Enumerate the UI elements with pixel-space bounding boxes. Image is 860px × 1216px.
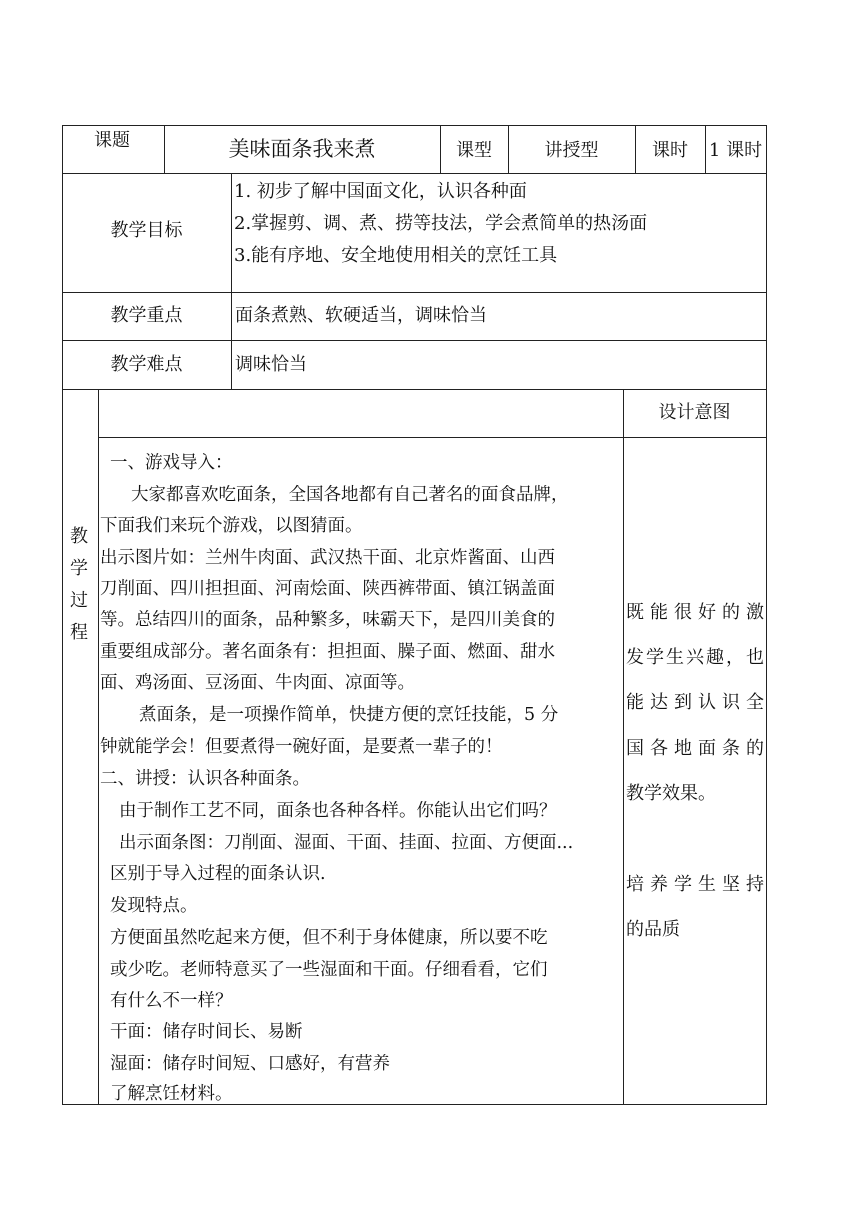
- objectives-label: 教学目标: [110, 219, 183, 241]
- design-intent-line: 发学生兴趣，也: [626, 647, 764, 668]
- objective-item-1: 1. 初步了解中国面文化，认识各种面: [234, 181, 527, 202]
- process-line: 了解烹饪材料。: [110, 1084, 233, 1104]
- process-label-char: 程: [70, 622, 88, 643]
- process-line: 面、鸡汤面、豆汤面、牛肉面、凉面等。: [100, 673, 415, 693]
- process-line: 钟就能学会！但要煮得一碗好面，是要煮一辈子的！: [100, 737, 503, 757]
- period-label: 课时: [652, 140, 688, 162]
- process-label-char: 过: [70, 590, 88, 611]
- type-value: 讲授型: [544, 140, 599, 162]
- objective-item-2: 2.掌握剪、调、煮、捞等技法，学会煮简单的热汤面: [234, 213, 648, 234]
- period-value: 1 课时: [708, 140, 763, 162]
- process-line: 重要组成部分。著名面条有：担担面、臊子面、燃面、甜水: [100, 642, 555, 662]
- key-point-label: 教学重点: [110, 305, 183, 327]
- process-line: 区别于导入过程的面条认识.: [110, 864, 326, 884]
- process-line: 方便面虽然吃起来方便，但不利于身体健康，所以要不吃: [110, 928, 548, 948]
- process-line: 二、讲授：认识各种面条。: [100, 769, 310, 789]
- process-line: 由于制作工艺不同，面条也各种各样。你能认出它们吗？: [119, 801, 557, 821]
- design-intent-line: 培养学生坚持: [626, 874, 764, 895]
- table-rule: [623, 389, 624, 1105]
- process-label-char: 教: [70, 526, 88, 547]
- key-point-value: 面条煮熟、软硬适当，调味恰当: [235, 305, 487, 327]
- process-line: 湿面：储存时间短、口感好，有营养: [110, 1054, 390, 1074]
- process-line: 或少吃。老师特意买了一些湿面和干面。仔细看看，它们: [110, 960, 548, 980]
- design-intent-line: 能达到认识全: [626, 692, 764, 713]
- difficulty-label: 教学难点: [110, 353, 183, 375]
- process-line: 出示图片如：兰州牛肉面、武汉热干面、北京炸酱面、山西: [100, 548, 555, 568]
- process-line: 出示面条图：刀削面、湿面、干面、挂面、拉面、方便面...: [119, 833, 574, 853]
- objective-item-3: 3.能有序地、安全地使用相关的烹饪工具: [234, 245, 558, 266]
- topic-label: 课题: [94, 130, 130, 151]
- process-line: 下面我们来玩个游戏，以图猜面。: [100, 516, 363, 536]
- design-intent-line: 国各地面条的: [626, 738, 764, 759]
- topic-value: 美味面条我来煮: [228, 137, 376, 162]
- process-line: 发现特点。: [110, 896, 198, 916]
- design-intent-line: 教学效果。: [626, 783, 716, 804]
- process-line: 等。总结四川的面条，品种繁多，味霸天下，是四川美食的: [100, 610, 555, 630]
- type-label: 课型: [456, 140, 492, 162]
- process-line: 刀削面、四川担担面、河南烩面、陕西裤带面、镇江锅盖面: [100, 579, 555, 599]
- design-intent-line: 的品质: [626, 919, 680, 940]
- table-rule: [231, 173, 232, 389]
- process-line: 煮面条，是一项操作简单，快捷方便的烹饪技能，5 分: [139, 705, 559, 725]
- process-line: 干面：储存时间长、易断: [110, 1022, 303, 1042]
- process-line: 大家都喜欢吃面条，全国各地都有自己著名的面食品牌，: [131, 485, 569, 505]
- table-border-right: [766, 125, 767, 1105]
- process-line: 一、游戏导入：: [110, 453, 233, 473]
- design-intent-header: 设计意图: [658, 402, 731, 424]
- table-rule: [98, 437, 767, 438]
- process-line: 有什么不一样？: [110, 991, 233, 1011]
- process-label-char: 学: [70, 558, 88, 579]
- design-intent-line: 既能很好的激: [626, 602, 764, 623]
- table-rule: [98, 389, 99, 1105]
- difficulty-value: 调味恰当: [235, 353, 307, 375]
